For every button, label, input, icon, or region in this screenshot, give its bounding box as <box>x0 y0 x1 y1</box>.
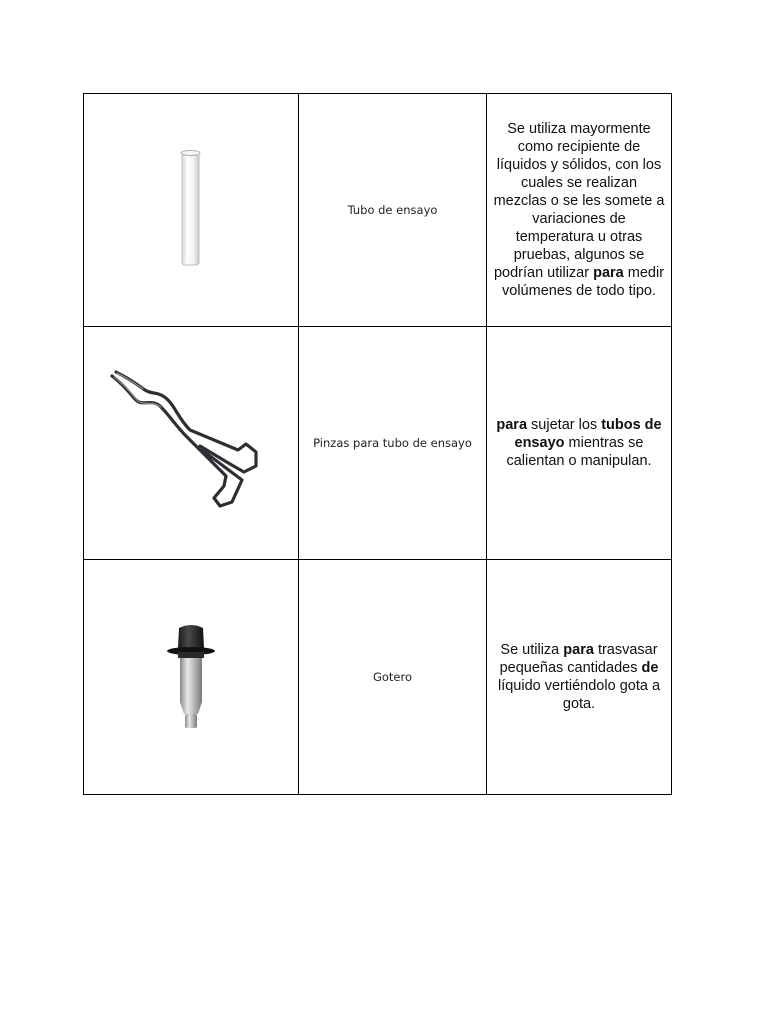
equipment-description <box>487 560 672 794</box>
equipment-name: Gotero <box>299 560 487 794</box>
description-text: para sujetar los tubos de ensayo mientras se calientan o manipulan. <box>496 417 662 469</box>
table-row <box>84 94 672 327</box>
table-row <box>84 327 672 560</box>
image-cell <box>84 327 299 559</box>
table-row <box>84 560 672 795</box>
dropper-icon <box>161 622 221 732</box>
equipment-description <box>487 94 672 326</box>
image-cell <box>84 560 299 794</box>
description-text: Se utiliza mayormente como recipiente de líquidos y sólidos, con los cuales se realizan mezclas o se les somete a variaciones de temperatura u otras pruebas, algunos se podrían utilizar para medir volúmenes de todo tipo. <box>493 121 665 299</box>
tongs-icon <box>106 368 276 518</box>
image-cell <box>84 94 299 326</box>
equipment-name: Pinzas para tubo de ensayo <box>299 327 487 559</box>
equipment-description <box>487 327 672 559</box>
test-tube-icon <box>171 145 211 275</box>
description-text: Se utiliza para trasvasar pequeñas cantidades de líquido vertiéndolo gota a gota. <box>497 642 661 712</box>
equipment-table <box>83 93 672 795</box>
equipment-name: Tubo de ensayo <box>299 94 487 326</box>
